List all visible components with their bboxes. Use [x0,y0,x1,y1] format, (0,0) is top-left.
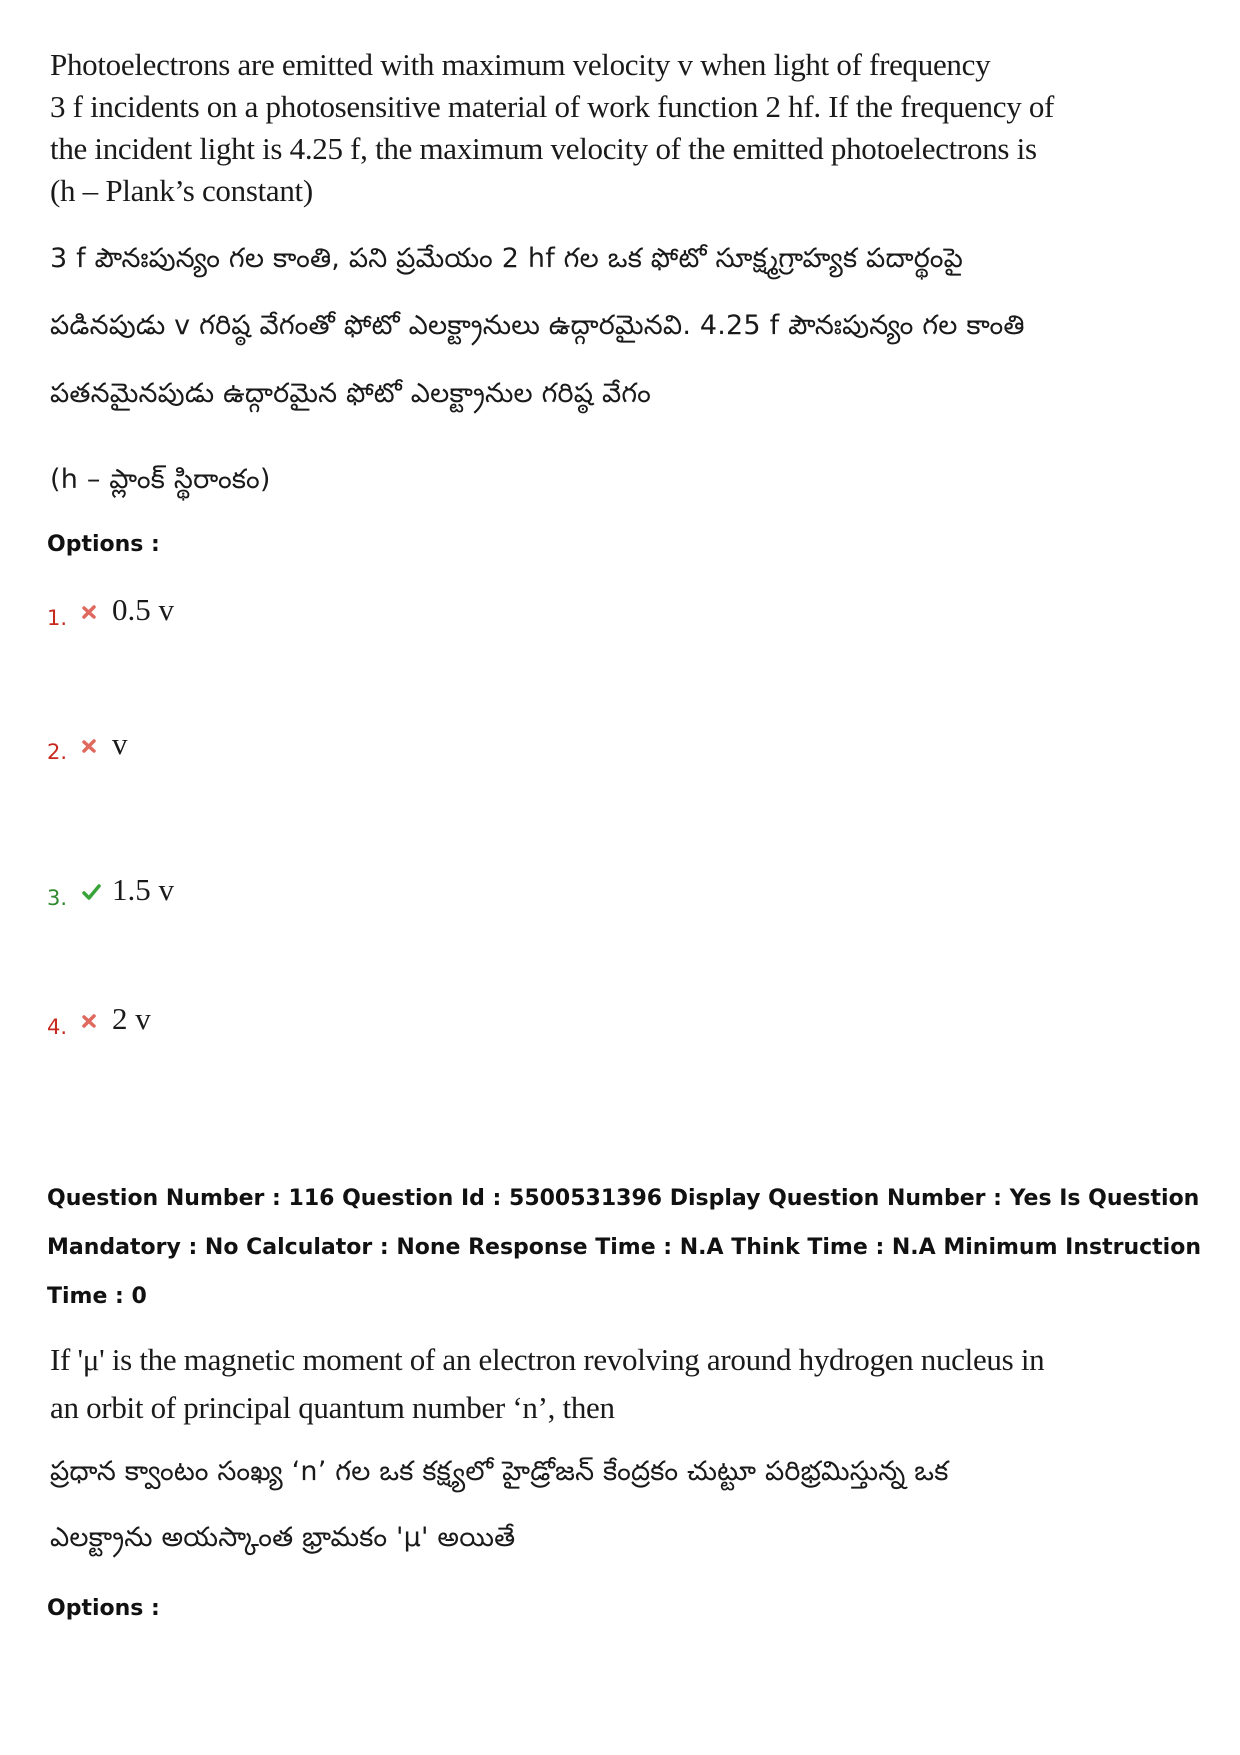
question-116-english [50,1336,1045,1432]
question-116-telugu-line: ప్రధాన క్వాంటం సంఖ్య ‘n’ గల ఒక కక్ష్యలో హైడ్రోజన్ కేంద్రకం చుట్టూ పరిభ్రమిస్తున్న ఒక [50,1456,949,1487]
metadata-line: Time : 0 [47,1284,147,1309]
option-number: 2. [47,740,68,764]
question-text-line: If 'μ' is the magnetic moment of an electron revolving around hydrogen nucleus in [50,1342,1045,1377]
question-115-telugu-line: పడినపుడు v గరిష్ఠ వేగంతో ఫోటో ఎలక్ట్రానులు ఉద్గారమైనవి. 4.25 f పౌనఃపున్యం గల కాంతి [50,310,1025,341]
cross-icon [79,736,99,756]
cross-icon [79,602,99,622]
question-115-telugu-line: పతనమైనపుడు ఉద్గారమైన ఫోటో ఎలక్ట్రానుల గరిష్ఠ వేగం [50,378,652,409]
question-text-line: the incident light is 4.25 f, the maximum velocity of the emitted photoelectrons is [50,131,1037,166]
option-text: 0.5 v [112,592,174,627]
check-icon [79,882,103,902]
metadata-line: Mandatory : No Calculator : None Response Time : N.A Think Time : N.A Minimum Instruction [47,1235,1202,1260]
option-text: 1.5 v [112,872,174,907]
cross-icon [79,1011,99,1031]
option-number: 1. [47,606,68,630]
question-115-english [50,44,1055,212]
option-number: 3. [47,886,68,910]
metadata-line: Question Number : 116 Question Id : 5500531396 Display Question Number : Yes Is Question [47,1186,1200,1211]
question-116-telugu-line: ఎలక్ట్రాను అయస్కాంత భ్రామకం 'μ' అయితే [50,1522,516,1553]
options-label: Options : [47,1596,160,1621]
options-label: Options : [47,532,160,557]
question-115-telugu-line: 3 f పౌనఃపున్యం గల కాంతి, పని ప్రమేయం 2 hf గల ఒక ఫోటో సూక్ష్మగ్రాహ్యక పదార్థంపై [50,243,964,274]
question-text-line: (h – Plank’s constant) [50,173,313,208]
question-116-metadata [47,1174,1207,1321]
option-text: 2 v [112,1001,151,1036]
option-text: v [112,726,128,761]
question-text-line: an orbit of principal quantum number ‘n’, then [50,1390,615,1425]
question-text-line: 3 f incidents on a photosensitive material of work function 2 hf. If the frequency of [50,89,1055,124]
question-text-line: Photoelectrons are emitted with maximum velocity v when light of frequency [50,47,991,82]
option-number: 4. [47,1015,68,1039]
question-115-telugu-line: (h – ప్లాంక్ స్థిరాంకం) [50,464,271,495]
